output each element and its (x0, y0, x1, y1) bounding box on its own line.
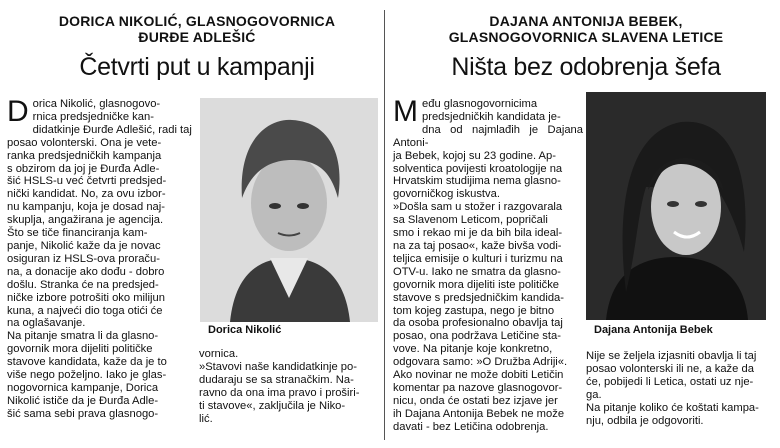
right-col2-line-1: posao volonterski ili ne, a kaže da (586, 362, 754, 375)
right-col1-line-6: govorničkog iskustva. (393, 188, 500, 201)
right-col1-line-16: da osoba profesionalno obavlja taj (393, 317, 563, 330)
right-col1-line-12: OTV-u. Iako ne smatra da glasno- (393, 265, 561, 278)
right-col1-line-17: posao, ona podržava Letičine sta- (393, 330, 561, 343)
right-col1-line-3: ja Bebek, kojoj su 23 godine. Ap- (393, 149, 556, 162)
left-col1-line-20: stavove kandidata, kaže da je to (7, 356, 167, 369)
right-col1-line-7: »Došla sam u stožer i razgovarala (393, 201, 563, 214)
left-col2-line-1: »Stavovi naše kandidatkinje po- (199, 360, 357, 373)
left-col1-line-4: ranka predsjedničkih kampanja (7, 149, 162, 162)
right-col1-line-2: dna od najmlađih je Dajana Antoni- (393, 123, 583, 149)
left-col1-line-6: šić HSLS-u već četvrti predsjed- (7, 175, 167, 188)
left-col1-line-24: šić sama sebi prava glasnogo- (7, 407, 159, 420)
left-col1-line-11: panje, Nikolić kaže da je novac (7, 239, 161, 252)
right-headline: Ništa bez odobrenja šefa (451, 53, 721, 81)
left-kicker-line2: ĐURĐE ADLEŠIĆ (138, 29, 256, 45)
left-kicker (20, 13, 374, 45)
right-col1-line-19: odgovara samo: »O Družba Adriji«. (393, 356, 568, 369)
left-col1-line-13: na, a donacije ako dođu - dobro (7, 265, 165, 278)
left-col1-text (7, 95, 197, 421)
left-col1-line-1: rnica predsjedničke kan- (32, 110, 154, 123)
right-col1-line-8: sa Slavenom Leticom, popričali (393, 214, 548, 227)
right-portrait-image (586, 92, 766, 320)
right-col1-line-9: smo i rekao mi je da bih bila ideal- (393, 227, 563, 240)
left-col1-line-12: osiguran iz HSLS-ova proraču- (7, 252, 160, 265)
left-col1-line-22: nogovornica kampanje, Dorica (7, 381, 159, 394)
right-col1-line-20: Ako novinar ne može dobiti Letičin (393, 369, 564, 382)
left-col1-line-19: govornik mora dijeliti političke (7, 343, 153, 356)
left-column-1 (7, 95, 197, 421)
right-col2-line-3: ga. (586, 388, 602, 401)
left-col1-line-5: s obzirom da joj je Đurđa Adle- (7, 162, 160, 175)
left-col1-line-21: više nego poželjno. Iako je glas- (7, 369, 167, 382)
right-kicker-line1: DAJANA ANTONIJA BEBEK, (489, 13, 683, 29)
right-kicker-line2: GLASNOGOVORNICA SLAVENA LETICE (448, 29, 724, 45)
right-col1-text (393, 95, 583, 434)
left-col1-line-0: orica Nikolić, glasnogovo- (32, 98, 161, 110)
left-drop-cap: D (7, 95, 29, 128)
left-col2-line-4: ti stavove«, zaključila je Niko- (199, 399, 346, 412)
left-col2-line-2: dudaraju se sa stranačkim. Na- (199, 373, 354, 386)
right-col1-line-22: nicu, onda će ostati bez izjave jer (393, 394, 558, 407)
right-kicker (396, 13, 776, 45)
right-col1-line-5: Hrvatskim studijima nema glasno- (393, 175, 561, 188)
left-col1-line-15: ničke izbore potrošiti oko milijun (7, 291, 165, 304)
left-col2-line-3: ravno da ona ima pravo i proširi- (199, 386, 360, 399)
right-col1-line-23: ih Dajana Antonija Bebek ne može (393, 407, 565, 420)
left-col2-line-0: vornica. (199, 348, 239, 360)
right-col1-line-10: na za taj posao«, kaže bivša vodi- (393, 239, 562, 252)
right-col1-line-4: solventica povijesti kroatologije na (393, 162, 563, 175)
left-col1-line-16: kuna, a najveći dio toga otići će (7, 304, 163, 317)
left-col1-line-10: Što se tiče financiranja kam- (7, 227, 148, 240)
right-col1-line-21: komentar pa nazove glasnogovor- (393, 381, 563, 394)
left-col2-line-5: lić. (199, 412, 213, 425)
left-portrait-photo (200, 98, 378, 322)
left-portrait-image (200, 98, 378, 322)
left-kicker-line1: DORICA NIKOLIĆ, GLASNOGOVORNICA (58, 13, 336, 29)
right-col2-line-2: će, pobijedi li Letica, ostati uz nje- (586, 375, 754, 388)
left-col1-line-17: na oglašavanje. (7, 317, 86, 330)
right-col2-line-5: nju, odbila je odgovoriti. (586, 414, 704, 427)
right-drop-cap: M (393, 95, 418, 128)
left-col1-line-2: didatkinje Đurđe Adlešić, radi taj (32, 123, 192, 136)
right-col1-line-11: teljica emisije o kulturi i turizmu na (393, 252, 563, 265)
right-photo-caption: Dajana Antonija Bebek (594, 324, 713, 336)
right-col1-line-1: predsjedničkih kandidata je- (422, 110, 561, 123)
left-column-2 (199, 348, 375, 425)
right-col1-line-15: tom kojeg zastupa, nego je bitno (393, 304, 555, 317)
left-photo-caption: Dorica Nikolić (208, 324, 282, 336)
left-col1-line-18: Na pitanje smatra li da glasno- (7, 330, 159, 343)
right-portrait-photo (586, 92, 766, 320)
left-col1-line-8: nu kampanju, koja je dosad naj- (7, 201, 165, 214)
right-col1-line-18: vove. Na pitanje koje konkretno, (393, 343, 553, 356)
right-col1-line-24: davati - bez Letičina odobrenja. (393, 420, 549, 433)
left-col1-line-23: Nikolić ističe da je Đurđa Adle- (7, 394, 159, 407)
left-col1-line-14: došlu. Stranka će na predsjed- (7, 278, 159, 291)
right-column-2 (586, 350, 770, 427)
left-col1-line-9: skuplja, angažirana je agencija. (7, 214, 164, 227)
right-col1-line-14: stavove s predsjedničkim kandida- (393, 291, 565, 304)
article-divider (384, 10, 385, 440)
right-col1-line-0: eđu glasnogovornicima (422, 98, 538, 110)
left-col1-line-3: posao volonterski. Ona je vete- (7, 136, 162, 149)
right-col1-line-13: govornik mora dijeliti iste političke (393, 278, 560, 291)
left-headline: Četvrti put u kampanji (79, 53, 315, 81)
right-col2-line-4: Na pitanje koliko će koštati kampa- (586, 401, 759, 414)
right-column-1 (393, 95, 583, 434)
right-col2-line-0: Nije se željela izjasniti obavlja li taj (586, 350, 757, 362)
left-col1-line-7: nički kandidat. No, za ovu izbor- (7, 188, 166, 201)
